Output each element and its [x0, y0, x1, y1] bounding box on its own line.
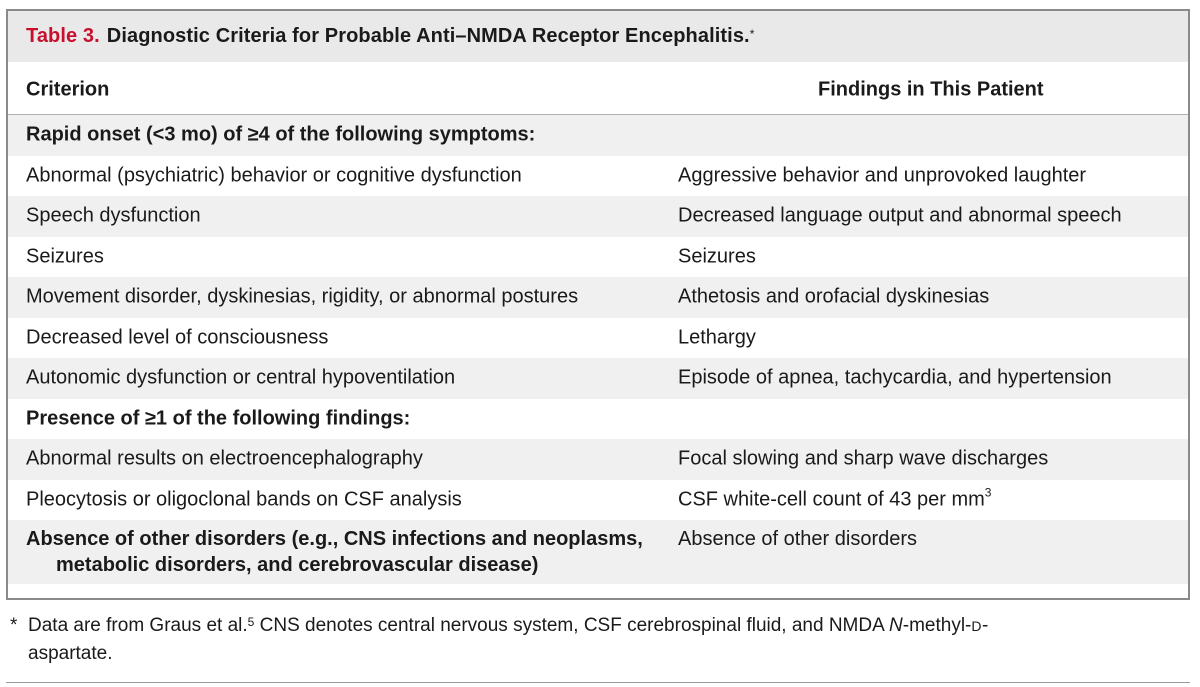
footnote-part1: Data are from Graus et al.: [28, 615, 248, 636]
footnote-line2: aspartate.: [28, 643, 113, 664]
criterion-cell: Abnormal (psychiatric) behavior or cognitive dysfunction: [26, 164, 522, 187]
section-heading-symptoms: [8, 115, 1188, 156]
title-footnote-mark: *: [749, 26, 755, 41]
finding-cell: Focal slowing and sharp wave discharges: [678, 447, 1049, 470]
bottom-rule: [6, 682, 1190, 683]
table-row: [8, 480, 1188, 521]
finding-cell: Seizures: [678, 245, 756, 268]
table-title-bar: [8, 11, 1188, 62]
criterion-cell: Autonomic dysfunction or central hypoventilation: [26, 366, 456, 389]
footnote-italic: N: [889, 615, 903, 636]
criterion-cell: Movement disorder, dyskinesias, rigidity, or abnormal postures: [26, 285, 579, 308]
finding-cell: Athetosis and orofacial dyskinesias: [678, 285, 990, 308]
table-label: Table 3.: [26, 25, 100, 47]
table-title: Diagnostic Criteria for Probable Anti–NMDA Receptor Encephalitis.: [106, 25, 750, 47]
criterion-cell: Decreased level of consciousness: [26, 326, 329, 349]
table-row: [8, 196, 1188, 237]
footnote-ref: 5: [247, 615, 255, 629]
finding-cell: [678, 485, 992, 511]
finding-cell: Lethargy: [678, 326, 756, 349]
table-row: [8, 358, 1188, 399]
finding-cell: Episode of apnea, tachycardia, and hypertension: [678, 366, 1112, 389]
header-findings: Findings in This Patient: [818, 78, 1044, 100]
table-row: [8, 156, 1188, 197]
criterion-line-1: Absence of other disorders (e.g., CNS infections and neoplasms,: [26, 528, 643, 550]
finding-text: CSF white-cell count of 43 per mm: [678, 488, 985, 511]
criterion-cell: [26, 526, 643, 578]
footnote-part3: -methyl-: [902, 615, 972, 636]
footnote-mark: *: [10, 615, 18, 636]
table-frame: [6, 9, 1190, 600]
table-header: [8, 65, 1188, 115]
criterion-cell: Abnormal results on electroencephalography: [26, 447, 423, 470]
table-row: [8, 237, 1188, 278]
criterion-cell: Speech dysfunction: [26, 204, 201, 227]
section-label: Presence of ≥1 of the following findings:: [26, 407, 411, 430]
superscript: 3: [984, 485, 992, 500]
finding-cell: Decreased language output and abnormal speech: [678, 204, 1122, 227]
finding-cell: Aggressive behavior and unprovoked laughter: [678, 164, 1087, 187]
criterion-line-2: metabolic disorders, and cerebrovascular disease): [56, 554, 539, 576]
section-label: Rapid onset (<3 mo) of ≥4 of the following symptoms:: [26, 123, 536, 146]
footnote-part2: CNS denotes central nervous system, CSF cerebrospinal fluid, and NMDA: [254, 615, 890, 636]
footnote-smallcaps: D: [971, 618, 982, 634]
finding-cell: Absence of other disorders: [678, 528, 918, 550]
table-row: [8, 439, 1188, 480]
criterion-cell: Pleocytosis or oligoclonal bands on CSF analysis: [26, 488, 462, 511]
footnote-text: [10, 612, 1160, 667]
header-criterion: Criterion: [26, 78, 110, 100]
table-row: [8, 318, 1188, 359]
footnote-part4: -: [982, 615, 989, 636]
table-row-last: [8, 520, 1188, 584]
table-row: [8, 277, 1188, 318]
criterion-cell: Seizures: [26, 245, 104, 268]
table-footnote: [10, 612, 1160, 667]
section-heading-findings: [8, 399, 1188, 440]
